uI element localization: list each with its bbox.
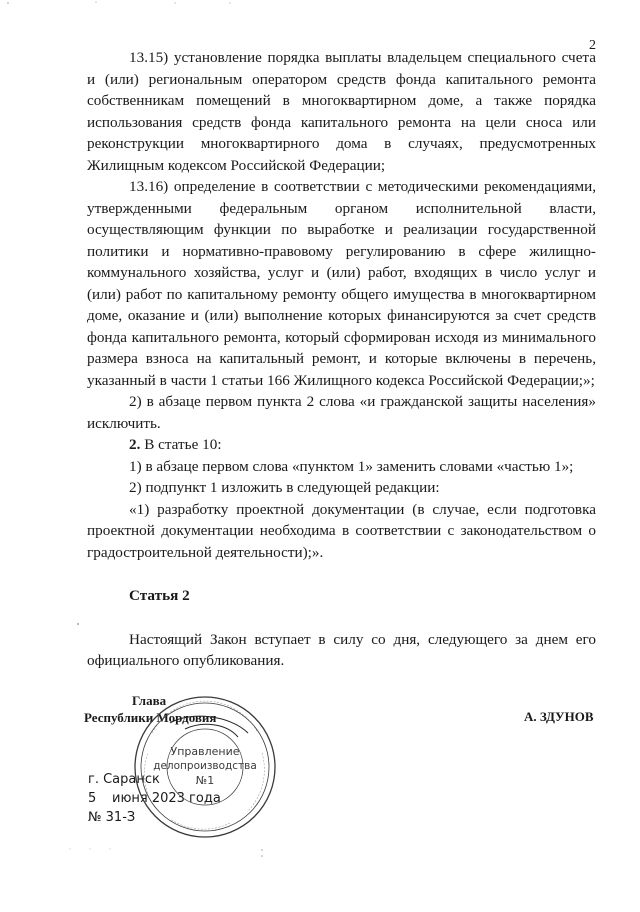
article-10-heading [87,434,596,456]
date-day: 5 [88,791,97,806]
paragraph-item-2: 2) в абзаце первом пункта 2 слова «и гражданской защиты населения» исключить. [87,393,596,432]
article-2-title: Статья 2 [129,587,190,604]
article-10-item-3: «1) разработку проектной документации (в случае, если подготовка проектной документации необходима в соответствии с законодательством о градостроительной деятельности);». [87,500,596,561]
article-10-number: 2. [129,436,141,453]
handwritten-signature-mark [170,716,248,737]
article-10-item-1: 1) в абзаце первом слова «пунктом 1» заменить словами «частью 1»; [129,457,574,475]
official-stamp [130,693,280,841]
signature-name: А. ЗДУНОВ [524,709,594,724]
signature-title-line2: Республики Мордовия [84,710,217,725]
stamp-line-1: Управление [170,745,240,758]
article-10-item-2: 2) подпункт 1 изложить в следующей редакции: [129,479,440,496]
date-rest: июня 2023 года [112,791,221,806]
place: г. Саранск [88,772,160,787]
document-body [87,47,596,672]
stamp-line-3: №1 [195,774,215,787]
page-number: 2 [589,38,596,53]
article-2-text: Настоящий Закон вступает в силу со дня, следующего за днем его официального опубликования. [87,630,596,669]
signature-title-line1: Глава [132,693,167,708]
article-10-text: В статье 10: [140,436,222,453]
doc-number: № 31-З [88,810,136,825]
paragraph-13-16: 13.16) определение в соответствии с методическими рекомендациями, утвержденными федеральным органом исполнительной власти, осуществляющим функции по выработке и реализации государственной политики и нормативно-правовому регулированию в сфере жилищно-коммунального хозяйства, услуг и (или) работ, входящих в число услуг и (или) работ по капитальному ремонту общего имущества в многоквартирном доме, оказание и (или) выполнение которых финансируются за счет средств фонда капитального ремонта, который сформирован исходя из минимального размера взноса на капитальный ремонт, и которые включены в перечень, указанный в части 1 статьи 166 Жилищного кодекса Российской Федерации;»; [87,178,596,389]
stamp-line-2: делопроизводства [153,760,257,772]
paragraph-13-15: 13.15) установление порядка выплаты владельцем специального счета и (или) региональным оператором средств фонда капитального ремонта собственникам помещений в многоквартирном доме, а также порядка использования средств фонда капитального ремонта на цели сноса или реконструкции многоквартирного дома в случаях, предусмотренных Жилищным кодексом Российской Федерации; [87,49,596,174]
